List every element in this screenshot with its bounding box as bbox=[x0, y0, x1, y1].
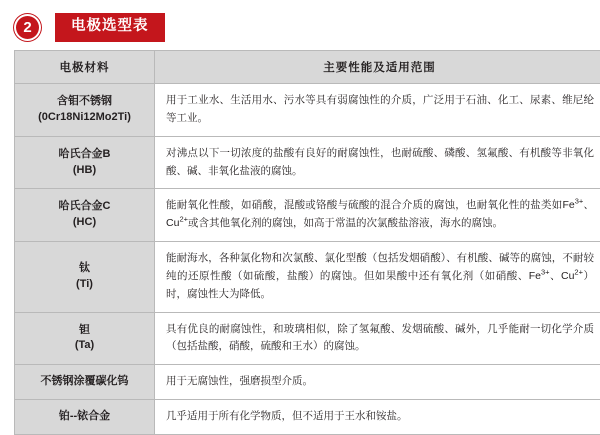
cell-description: 用于无腐蚀性，强磨损型介质。 bbox=[155, 365, 600, 400]
cell-material bbox=[15, 84, 155, 137]
desc-sup: 3+ bbox=[575, 197, 584, 206]
desc-sup: 2+ bbox=[574, 267, 583, 276]
table-row bbox=[15, 84, 600, 137]
desc-text: 、Cu bbox=[550, 270, 575, 282]
table-row bbox=[15, 242, 600, 313]
page-title: 电极选型表 bbox=[55, 13, 165, 41]
cell-material bbox=[15, 312, 155, 365]
table-row bbox=[15, 365, 600, 400]
cell-description: 对沸点以下一切浓度的盐酸有良好的耐腐蚀性，也耐硫酸、磷酸、氢氟酸、有机酸等非氧化酸、碱、非氧化盐液的腐蚀。 bbox=[155, 136, 600, 189]
cell-description: 用于工业水、生活用水、污水等具有弱腐蚀性的介质，广泛用于石油、化工、尿素、维尼纶等工业。 bbox=[155, 84, 600, 137]
desc-text: 或含其他氧化剂的腐蚀，如高于常温的次氯酸盐溶液，海水的腐蚀。 bbox=[188, 217, 503, 229]
material-code: (HC) bbox=[19, 215, 150, 231]
table-container bbox=[0, 44, 600, 435]
material-code: (Ti) bbox=[19, 277, 150, 293]
material-name: 哈氏合金C bbox=[59, 200, 111, 212]
table-body bbox=[15, 84, 600, 435]
table-row bbox=[15, 136, 600, 189]
desc-text: 能耐氧化性酸，如硝酸，混酸或铬酸与硫酸的混合介质的腐蚀，也耐氧化性的盐类如Fe bbox=[166, 199, 575, 211]
material-code: (HB) bbox=[19, 163, 150, 179]
column-header-material: 电极材料 bbox=[15, 51, 155, 84]
desc-text: 能耐海水，各种氯化物和次氯酸、氯化型酸（包括发烟硝酸）、有机酸、碱等的腐蚀，不耐较纯的还原性酸（如硫酸，盐酸）的腐蚀。但如果酸中还有氧化剂（如硝酸、Fe bbox=[166, 252, 594, 282]
column-header-description: 主要性能及适用范围 bbox=[155, 51, 600, 84]
cell-description: 具有优良的耐腐蚀性，和玻璃相似，除了氢氟酸、发烟硫酸、碱外，几乎能耐一切化学介质（包括盐酸，硝酸，硫酸和王水）的腐蚀。 bbox=[155, 312, 600, 365]
cell-description bbox=[155, 242, 600, 313]
material-code: (Ta) bbox=[19, 338, 150, 354]
desc-sup: 3+ bbox=[541, 267, 550, 276]
document-header bbox=[0, 0, 600, 44]
material-code: (0Cr18Ni12Mo2Ti) bbox=[19, 110, 150, 126]
material-name: 哈氏合金B bbox=[59, 148, 111, 160]
cell-material bbox=[15, 365, 155, 400]
table-header bbox=[15, 51, 600, 84]
material-name: 含钼不锈钢 bbox=[57, 95, 112, 107]
cell-description: 几乎适用于所有化学物质，但不适用于王水和铵盐。 bbox=[155, 400, 600, 435]
table-row bbox=[15, 189, 600, 242]
cell-material bbox=[15, 189, 155, 242]
cell-material bbox=[15, 136, 155, 189]
desc-text: ）时，腐蚀性大为降低。 bbox=[166, 270, 594, 300]
desc-text: 、Cu bbox=[166, 199, 594, 229]
table-row bbox=[15, 400, 600, 435]
material-name: 不锈钢涂覆碳化钨 bbox=[41, 375, 129, 387]
table-row bbox=[15, 312, 600, 365]
table-header-row bbox=[15, 51, 600, 84]
desc-sup: 2+ bbox=[179, 215, 188, 224]
section-number-badge: 2 bbox=[14, 14, 41, 41]
material-name: 铂--铱合金 bbox=[59, 410, 110, 422]
cell-material bbox=[15, 400, 155, 435]
cell-description bbox=[155, 189, 600, 242]
electrode-selection-table bbox=[14, 50, 600, 435]
cell-material bbox=[15, 242, 155, 313]
material-name: 钛 bbox=[79, 262, 90, 274]
material-name: 钽 bbox=[79, 324, 90, 336]
